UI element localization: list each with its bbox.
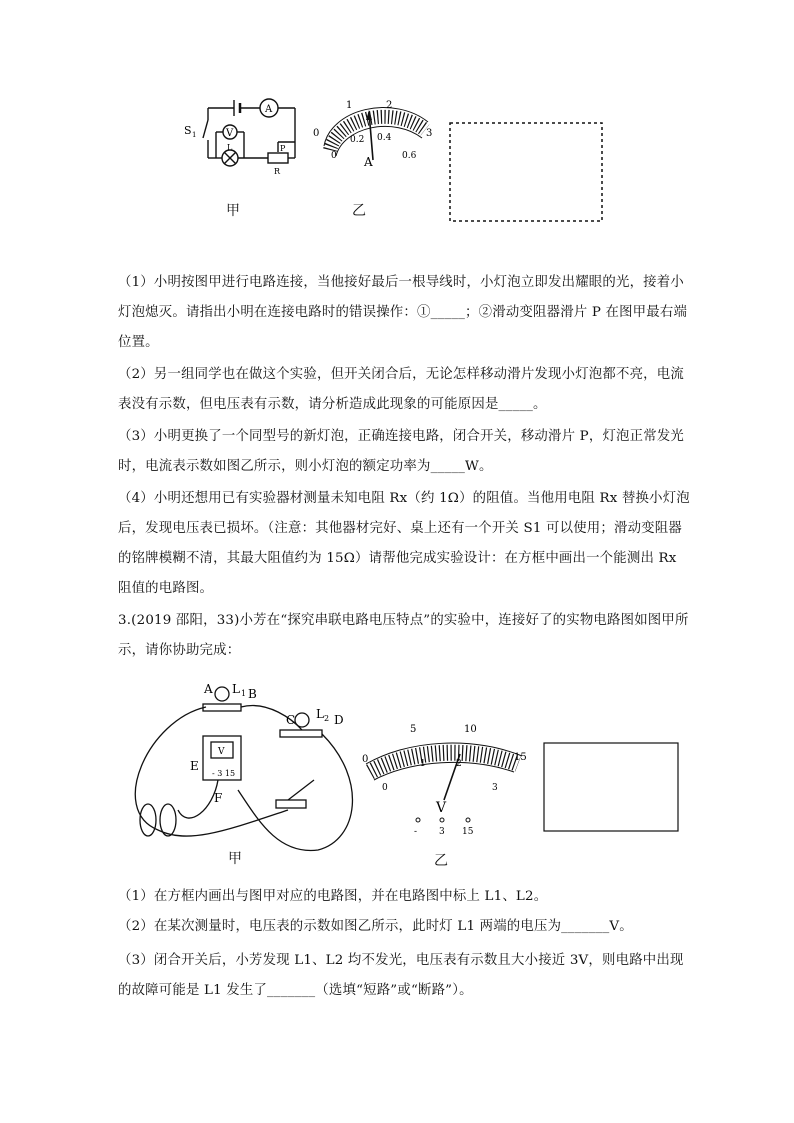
label-l1-sub: 1 xyxy=(241,689,247,698)
question-5-part-2: （2）在某次测量时，电压表的示数如图乙所示，此时灯 L1 两端的电压为_______V。 xyxy=(118,919,633,934)
v-scale-top-5: 5 xyxy=(410,724,417,735)
label-s1: S xyxy=(184,124,192,137)
scale-bottom-3: 0.6 xyxy=(402,151,417,161)
figure-2 xyxy=(118,680,698,870)
lamp-l2-base xyxy=(280,730,322,737)
scale-top-3: 3 xyxy=(426,128,433,139)
lamp-l1-bulb xyxy=(215,687,229,701)
v-scale-bottom-0: 0 xyxy=(382,783,388,793)
scale-top-0: 0 xyxy=(313,128,320,139)
v-scale-bottom-3: 3 xyxy=(492,783,498,793)
figure-2-svg xyxy=(118,680,698,870)
answer-box-dashed xyxy=(450,123,602,221)
caption-yi-1: 乙 xyxy=(352,203,366,219)
battery-1 xyxy=(140,804,156,836)
caption-jia-1: 甲 xyxy=(226,203,240,219)
label-vm: V xyxy=(218,747,225,757)
rheostat-symbol xyxy=(268,153,288,163)
label-voltmeter: V xyxy=(226,128,234,139)
scale-bottom-0: 0 xyxy=(331,151,337,161)
scale-top-2: 2 xyxy=(386,100,393,111)
v-meter-unit: V xyxy=(436,800,447,816)
label-ammeter: A xyxy=(265,104,273,115)
v-terminal-minus: - xyxy=(414,827,418,837)
label-l1: L xyxy=(232,682,240,696)
battery-2 xyxy=(160,804,176,836)
label-b: B xyxy=(248,687,257,701)
meter-unit: A xyxy=(364,155,373,169)
v-scale-top-10: 10 xyxy=(464,724,477,735)
label-a: A xyxy=(204,682,213,696)
label-terms: - 3 15 xyxy=(212,769,236,778)
label-l2-sub: 2 xyxy=(324,714,330,723)
question-5-intro: 3.(2019 邵阳，33)小芳在“探究串联电路电压特点”的实验中，连接好了的实物电路图如图甲所示，请你协助完成： xyxy=(118,613,689,658)
v-scale-top-0: 0 xyxy=(362,754,369,765)
scale-bottom-1: 0.2 xyxy=(350,135,365,145)
scale-bottom-2: 0.4 xyxy=(377,133,392,143)
switch-lever xyxy=(288,780,314,800)
lamp-l1-base xyxy=(203,704,241,711)
label-l2: L xyxy=(316,707,324,721)
label-c: C xyxy=(286,713,296,727)
label-slider: P xyxy=(280,144,286,153)
label-d: D xyxy=(334,713,344,727)
label-lamp: L xyxy=(227,143,233,152)
v-scale-bottom-2: 2 xyxy=(456,759,462,769)
caption-yi-2: 乙 xyxy=(434,853,448,869)
question-5-part-1: （1）在方框内画出与图甲对应的电路图，并在电路图中标上 L1、L2。 xyxy=(118,889,548,904)
question-5-part-3: （3）闭合开关后，小芳发现 L1、L2 均不发光，电压表有示数且大小接近 3V，则电路中出现的故障可能是 L1 发生了_______（选填“短路”或“断路”）。 xyxy=(118,953,684,998)
label-f: F xyxy=(214,791,223,805)
label-s1-sub: 1 xyxy=(192,131,197,139)
question-1: （1）小明按图甲进行电路连接，当他接好最后一根导线时，小灯泡立即发出耀眼的光，接着小灯泡熄灭。请指出小明在连接电路时的错误操作：①_____；②滑动变阻器滑片 P 在图甲最右端位置。 xyxy=(118,275,688,350)
v-scale-top-15: 15 xyxy=(514,752,527,763)
circuit-diagram-jia xyxy=(203,99,295,166)
answer-box-solid xyxy=(544,743,678,831)
v-scale-bottom-1: 1 xyxy=(420,759,426,769)
caption-jia-2: 甲 xyxy=(228,851,242,867)
switch-s1 xyxy=(203,120,208,138)
v-terminal-15: 15 xyxy=(462,827,474,837)
question-3: （3）小明更换了一个同型号的新灯泡，正确连接电路，闭合开关，移动滑片 P，灯泡正常发光时，电流表示数如图乙所示，则小灯泡的额定功率为_____W。 xyxy=(118,429,685,474)
question-2: （2）另一组同学也在做这个实验，但开关闭合后，无论怎样移动滑片发现小灯泡都不亮，电流表没有示数，但电压表有示数，请分析造成此现象的可能原因是_____。 xyxy=(118,367,684,412)
question-4: （4）小明还想用已有实验器材测量未知电阻 Rx（约 1Ω）的阻值。当他用电阻 Rx 替换小灯泡后，发现电压表已损坏。（注意：其他器材完好、桌上还有一个开关 S1 可以使用；滑动变阻器的铭牌模糊不清，其最大阻值约为 15Ω）请帮他完成实验设计：在方框中画出一个能测出 Rx 阻值的电路图。 xyxy=(118,491,690,596)
label-e: E xyxy=(190,759,199,773)
scale-top-1: 1 xyxy=(346,100,353,111)
label-resistor: R xyxy=(274,167,281,176)
v-terminal-3: 3 xyxy=(439,827,445,837)
switch-base xyxy=(276,800,306,808)
